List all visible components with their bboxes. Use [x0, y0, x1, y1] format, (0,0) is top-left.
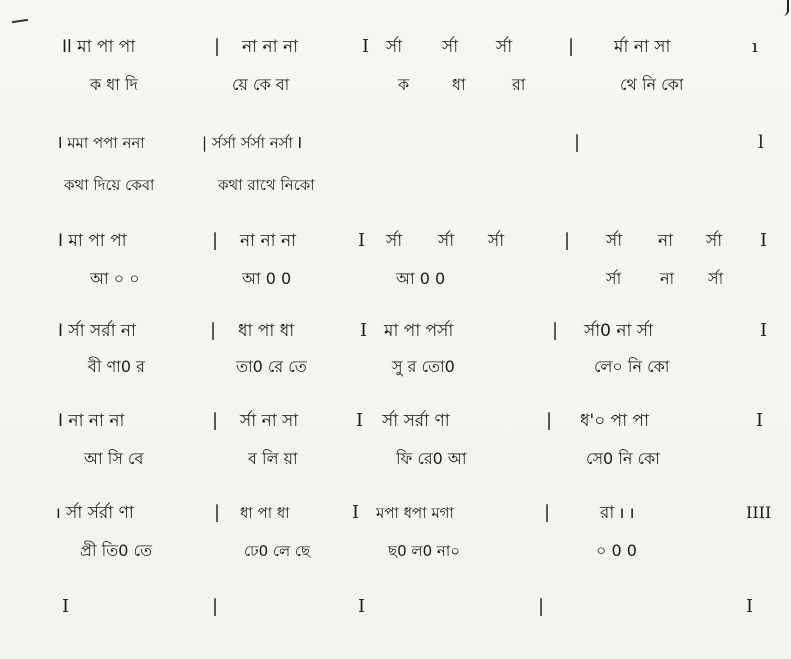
bar-line: l — [758, 132, 764, 153]
lyric-cell: তা0 রে তে — [236, 357, 307, 376]
bar-line: | — [212, 410, 219, 431]
notation-cell: র্মা না সা — [614, 37, 671, 57]
bar-line: | — [538, 596, 545, 617]
notation-cell: I র্সা সর্রা না — [58, 321, 136, 341]
lyric-cell: ফি রে0 আ — [396, 449, 467, 468]
notation-cell: না না না — [242, 37, 299, 57]
notation-row-1 — [0, 32, 791, 62]
bar-line: I — [756, 410, 764, 431]
lyric-cell: আ 0 0 — [242, 269, 292, 288]
notation-row-6 — [0, 498, 791, 528]
lyric-cell: আ 0 0 — [396, 269, 446, 288]
bar-line: I — [358, 230, 366, 251]
notation-row-3 — [0, 226, 791, 256]
notation-cell: ধা পা ধা — [240, 504, 290, 522]
notation-row-4 — [0, 316, 791, 346]
lyric-cell: ক ধা দি — [90, 75, 138, 94]
lyric-row-2 — [0, 170, 791, 200]
lyric-cell: ০ 0 0 — [596, 541, 637, 560]
lyric-cell: আ ০ ০ — [90, 269, 140, 288]
notation-cell: Il মা পা পা — [62, 37, 136, 57]
lyric-row-5 — [0, 444, 791, 474]
lyric-cell: ঢে0 লে ছে — [244, 542, 311, 560]
notation-cell: ধ'০ পা পা — [580, 411, 650, 431]
bar-line: | — [564, 230, 571, 251]
lyric-cell: য়ে কে বা — [232, 75, 290, 94]
bar-line: | — [214, 502, 221, 523]
lyric-cell: র্সা — [708, 269, 724, 288]
notation-row-2 — [0, 128, 791, 158]
notation-cell: মপা ধপা মগা — [376, 504, 454, 522]
lyric-cell: সু র তো0 — [392, 357, 455, 376]
notation-cell: র্সা — [488, 231, 505, 251]
notation-cell: I মমা পপা ননা — [58, 134, 145, 152]
bar-line: I — [746, 596, 754, 617]
bar-line: I — [760, 320, 768, 341]
edge-mark — [783, 0, 789, 16]
bar-line: | — [568, 36, 575, 57]
notation-cell: | র্সর্সা র্সর্সা নর্সা I — [202, 134, 303, 152]
lyric-cell: ক — [398, 75, 410, 94]
lyric-cell: আ সি বে — [84, 449, 144, 468]
lyric-row-4 — [0, 352, 791, 382]
empty-bar-row — [0, 592, 791, 622]
bar-line: I — [360, 320, 368, 341]
notation-cell: র্সা — [606, 231, 623, 251]
lyric-cell: ধা — [452, 75, 466, 94]
lyric-cell: র্সা — [606, 269, 622, 288]
bar-line: I — [62, 596, 70, 617]
notation-cell: র্সা — [386, 231, 403, 251]
notation-cell: রা ı ı — [600, 503, 635, 523]
notation-cell: র্সা — [706, 231, 723, 251]
lyric-cell: কথা দিয়ে কেবা — [64, 176, 155, 194]
lyric-cell: রা — [512, 75, 526, 94]
notation-cell: I না না না — [58, 411, 125, 431]
bar-line: | — [212, 596, 219, 617]
bar-line: | — [546, 410, 553, 431]
lyric-cell: ছ0 ল0 না০ — [388, 542, 460, 560]
bar-line: | — [214, 36, 221, 57]
bar-line: | — [552, 320, 559, 341]
notation-cell: না না না — [240, 231, 297, 251]
bar-line: | — [212, 230, 219, 251]
bar-line: I — [362, 36, 370, 57]
lyric-cell: না — [660, 269, 675, 288]
lyric-cell: থে নি কো — [620, 75, 684, 94]
notation-cell: না — [658, 231, 674, 251]
notation-cell: মা পা পর্সা — [384, 321, 454, 341]
lyric-cell: লে০ নি কো — [594, 357, 670, 376]
notation-cell: র্সা0 না র্সা — [584, 321, 654, 341]
bar-line: I — [352, 502, 360, 523]
notation-cell: র্সা — [386, 37, 403, 57]
notation-cell: ধা পা ধা — [238, 321, 295, 341]
notation-row-5 — [0, 406, 791, 436]
bar-line: ı — [752, 36, 758, 57]
lyric-row-3 — [0, 264, 791, 294]
lyric-cell: প্রী তি0 তে — [80, 541, 152, 560]
margin-mark — [12, 19, 28, 23]
final-bar: IIII — [746, 503, 772, 522]
lyric-cell: ব লি য়া — [248, 449, 298, 468]
notation-cell: I মা পা পা — [58, 231, 127, 251]
notation-cell: র্সা — [442, 37, 459, 57]
bar-line: I — [358, 596, 366, 617]
bar-line: | — [544, 502, 551, 523]
lyric-cell: কথা রাথে নিকো — [218, 176, 315, 194]
lyric-row-6 — [0, 536, 791, 566]
lyric-cell: সে0 নি কো — [586, 449, 660, 468]
lyric-row-1 — [0, 70, 791, 100]
notation-cell: র্সা — [496, 37, 513, 57]
lyric-cell: বী ণা0 র — [88, 357, 145, 376]
bar-line: I — [760, 230, 768, 251]
notation-cell: র্সা সর্রা ণা — [382, 411, 450, 431]
bar-line: I — [356, 410, 364, 431]
notation-cell: র্সা না সা — [240, 411, 299, 431]
bar-line: | — [210, 320, 217, 341]
notation-cell: র্সা — [438, 231, 455, 251]
bar-line: | — [574, 132, 581, 153]
notation-cell: ı র্সা র্সর্রা ণা — [56, 503, 134, 523]
